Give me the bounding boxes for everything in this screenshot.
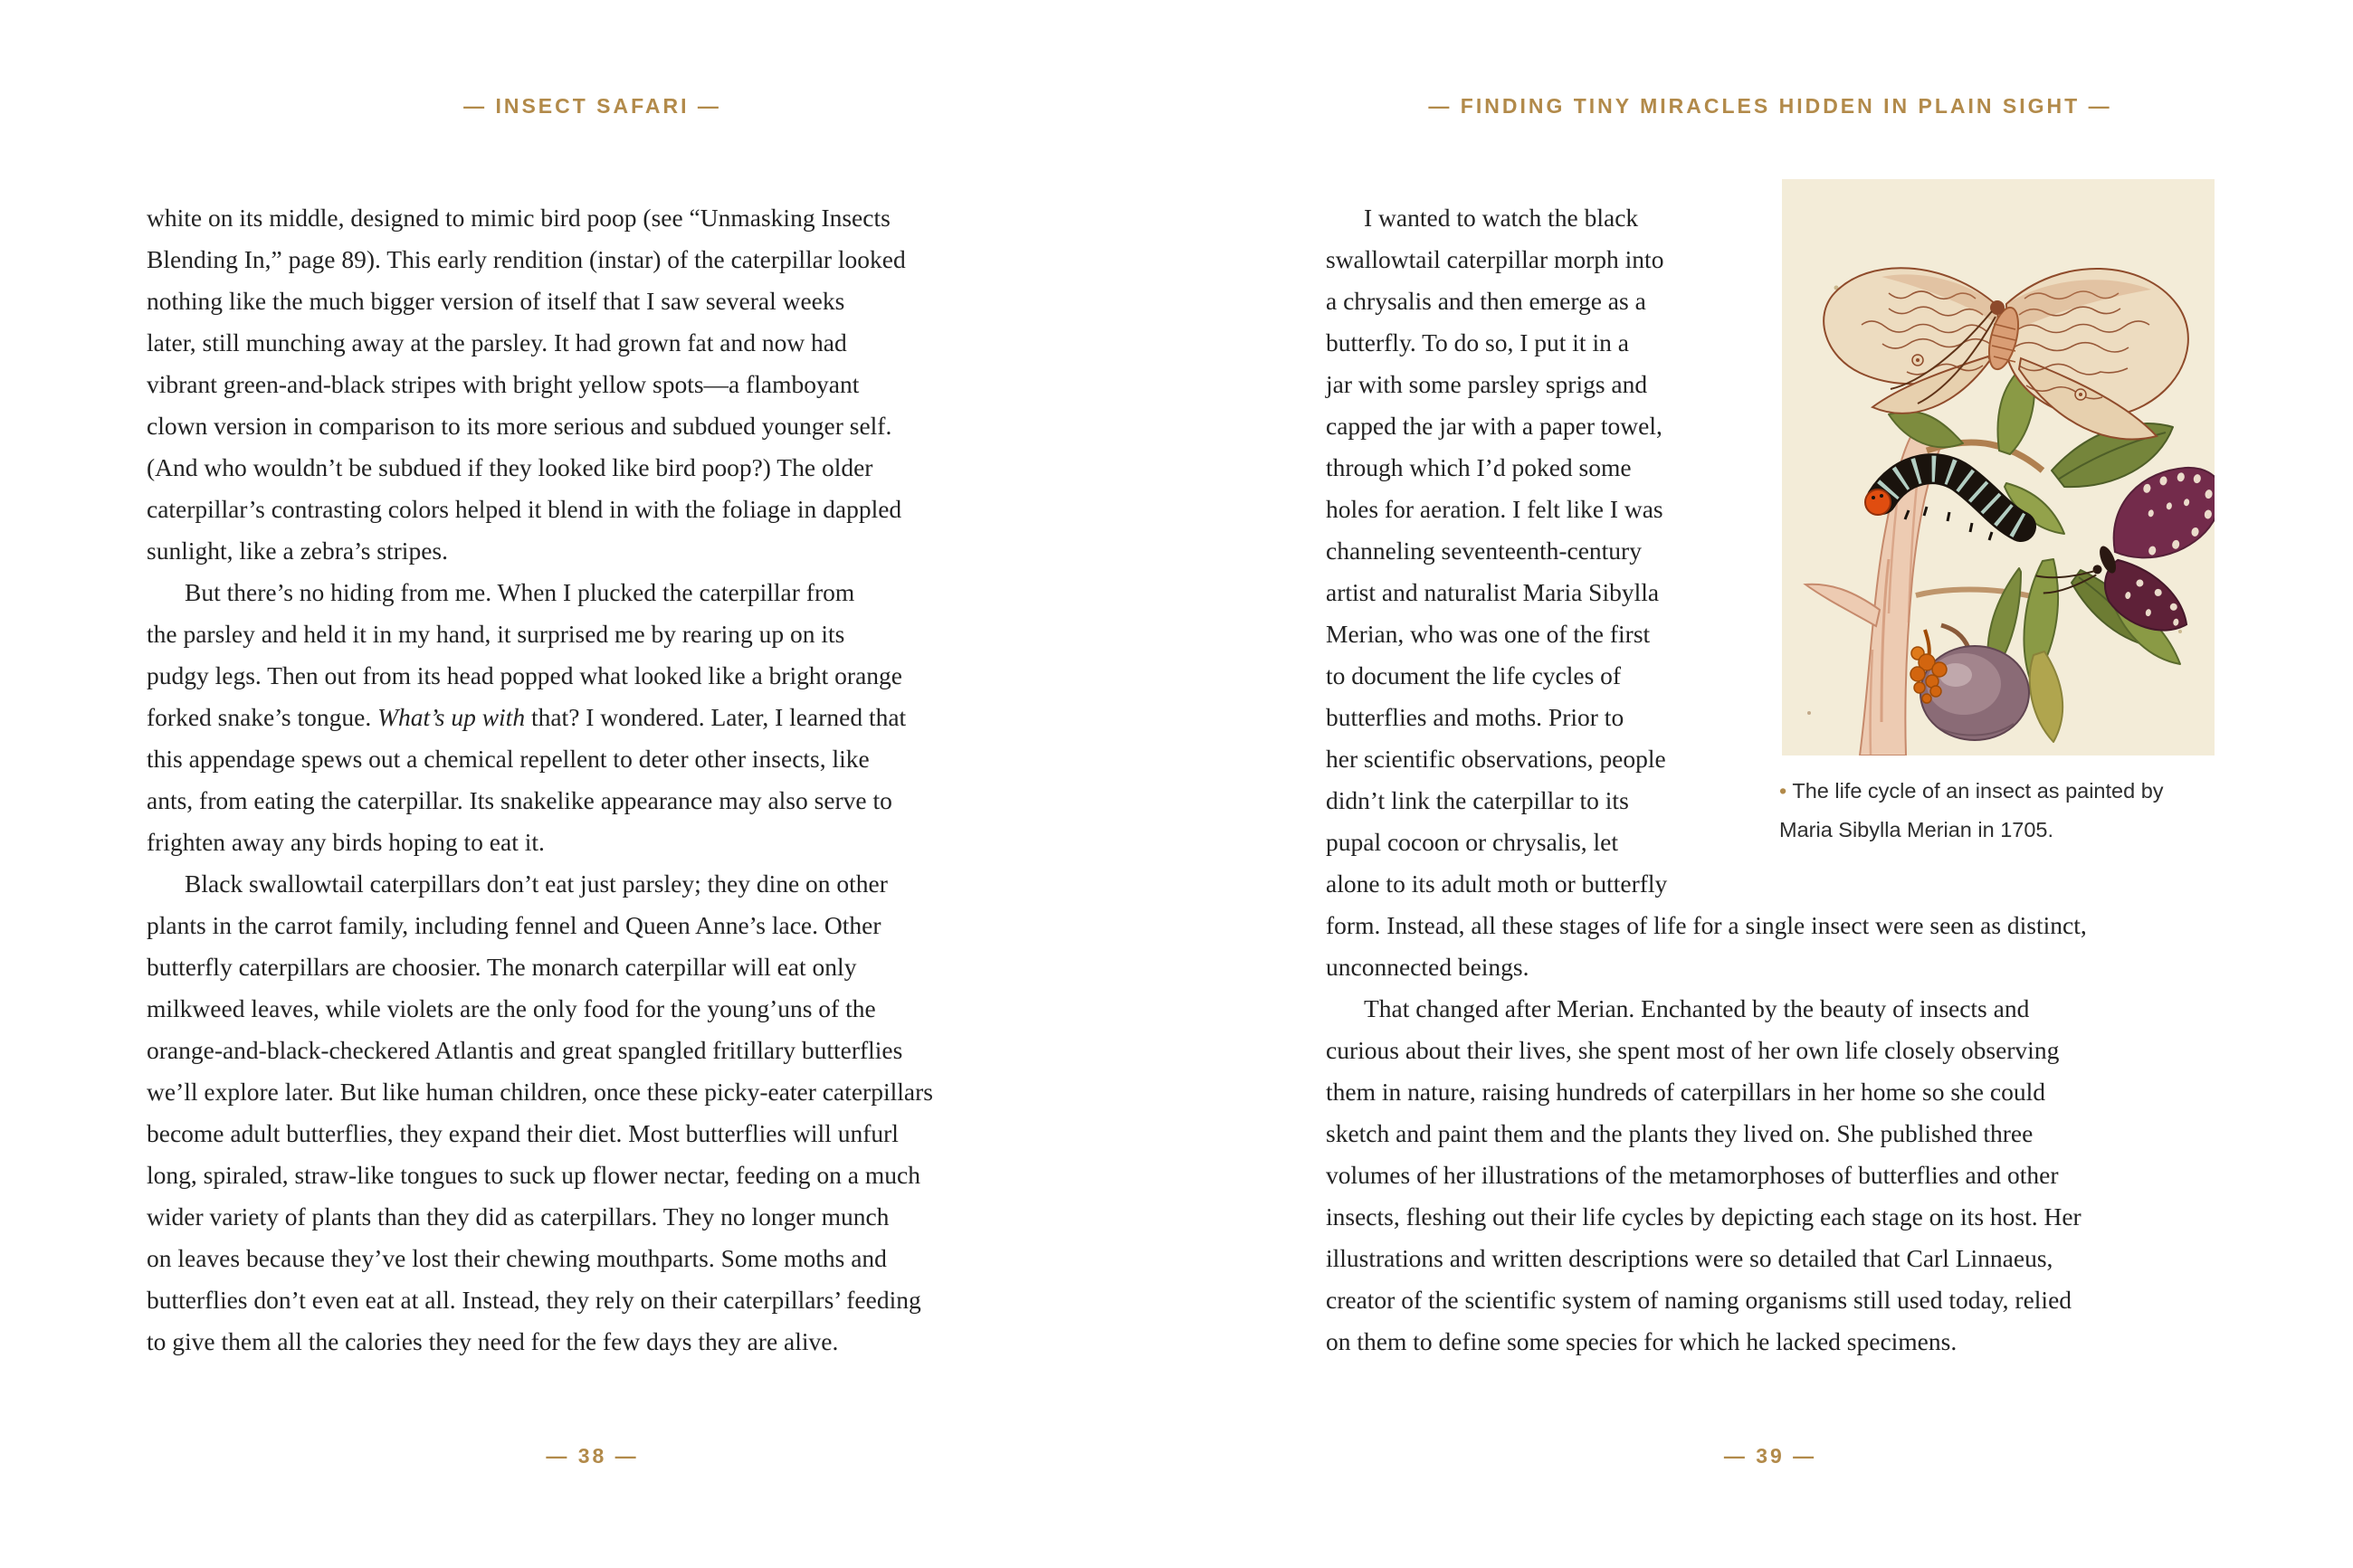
text-line: volumes of her illustrations of the metamorphoses of butterflies and other [1326,1161,2059,1189]
text-line: this appendage spews out a chemical repellent to deter other insects, like [147,745,870,773]
text-line: holes for aeration. I felt like I was [1326,495,1663,523]
text-line: Blending In,” page 89). This early rendition (instar) of the caterpillar looked [147,245,906,273]
merian-illustration-svg [1782,179,2215,755]
text-line: swallowtail caterpillar morph into [1326,245,1664,273]
text-line: we’ll explore later. But like human children, once these picky-eater caterpillars [147,1078,933,1106]
text-line: on them to define some species for which he lacked specimens. [1326,1327,1958,1355]
text-line: butterfly. To do so, I put it in a [1326,328,1629,356]
text-line: plants in the carrot family, including fennel and Queen Anne’s lace. Other [147,911,881,939]
text-line: orange-and-black-checkered Atlantis and great spangled fritillary butterflies [147,1036,903,1064]
text-line: capped the jar with a paper towel, [1326,412,1662,440]
text-line: alone to its adult moth or butterfly [1326,870,1668,898]
text-line: to give them all the calories they need for the few days they are alive. [147,1327,839,1355]
text-line: a chrysalis and then emerge as a [1326,287,1646,315]
merian-illustration [1782,179,2215,755]
text-line: them in nature, raising hundreds of caterpillars in her home so she could [1326,1078,2045,1106]
text-line: • The life cycle of an insect as painted by [1779,779,2164,803]
paragraph [147,197,1133,572]
text-line: forked snake’s tongue. What’s up with that? I wondered. Later, I learned that [147,703,907,731]
text-line: I wanted to watch the black [1364,204,1639,232]
text-line: artist and naturalist Maria Sibylla [1326,578,1660,606]
text-line: jar with some parsley sprigs and [1326,370,1648,398]
text-line: on leaves because they’ve lost their chewing mouthparts. Some moths and [147,1244,887,1272]
text-line: sunlight, like a zebra’s stripes. [147,537,448,565]
text-line: That changed after Merian. Enchanted by the beauty of insects and [1364,994,2030,1022]
text-line: pupal cocoon or chrysalis, let [1326,828,1619,856]
right-page-number: — 39 — [1723,1444,1817,1468]
text-line: Black swallowtail caterpillars don’t eat just parsley; they dine on other [185,870,888,898]
text-line: her scientific observations, people [1326,745,1666,773]
text-line: vibrant green-and-black stripes with bright yellow spots—a flamboyant [147,370,860,398]
text-line: channeling seventeenth-century [1326,537,1642,565]
text-line: curious about their lives, she spent most of her own life closely observing [1326,1036,2060,1064]
text-line: frighten away any birds hoping to eat it. [147,828,545,856]
text-line: caterpillar’s contrasting colors helped it blend in with the foliage in dappled [147,495,902,523]
text-line: Maria Sibylla Merian in 1705. [1779,818,2054,841]
left-page-text [147,197,1133,1363]
paragraph [147,863,1133,1363]
text-line: sketch and paint them and the plants they lived on. She published three [1326,1119,2034,1147]
text-line: become adult butterflies, they expand their diet. Most butterflies will unfurl [147,1119,899,1147]
caterpillar-head [1865,489,1891,515]
right-running-head: — FINDING TINY MIRACLES HIDDEN IN PLAIN SIGHT — [1428,94,2112,118]
text-line: illustrations and written descriptions were so detailed that Carl Linnaeus, [1326,1244,2053,1272]
text-line: to document the life cycles of [1326,661,1622,689]
paragraph [147,572,1133,863]
text-line: butterfly caterpillars are choosier. The monarch caterpillar will eat only [147,953,857,981]
text-line: creator of the scientific system of naming organisms still used today, relied [1326,1286,2072,1314]
text-line: long, spiraled, straw-like tongues to suck up flower nectar, feeding on a much [147,1161,920,1189]
text-line: didn’t link the caterpillar to its [1326,786,1629,814]
left-page-number: — 38 — [546,1444,639,1468]
text-line: pudgy legs. Then out from its head popped what looked like a bright orange [147,661,903,689]
text-line: ants, from eating the caterpillar. Its snakelike appearance may also serve to [147,786,892,814]
text-line: But there’s no hiding from me. When I plucked the caterpillar from [185,578,855,606]
text-line: nothing like the much bigger version of itself that I saw several weeks [147,287,845,315]
text-line: clown version in comparison to its more serious and subdued younger self. [147,412,892,440]
text-line: insects, fleshing out their life cycles by depicting each stage on its host. Her [1326,1202,2082,1231]
text-line: later, still munching away at the parsley. It had grown fat and now had [147,328,847,356]
text-line: butterflies don’t even eat at all. Instead, they rely on their caterpillars’ feeding [147,1286,921,1314]
text-line: form. Instead, all these stages of life for a single insect were seen as distinct, [1326,911,2087,939]
text-line: milkweed leaves, while violets are the only food for the young’uns of the [147,994,876,1022]
text-line: white on its middle, designed to mimic bird poop (see “Unmasking Insects [147,204,891,232]
text-line: wider variety of plants than they did as caterpillars. They no longer munch [147,1202,890,1231]
text-line: (And who wouldn’t be subdued if they looked like bird poop?) The older [147,453,873,481]
text-line: Merian, who was one of the first [1326,620,1651,648]
left-running-head: — INSECT SAFARI — [463,94,721,118]
text-line: unconnected beings. [1326,953,1529,981]
text-line: the parsley and held it in my hand, it surprised me by rearing up on its [147,620,845,648]
figure-caption [1779,772,2221,850]
text-line: butterflies and moths. Prior to [1326,703,1624,731]
paragraph [1326,988,2312,1363]
text-line: through which I’d poked some [1326,453,1632,481]
